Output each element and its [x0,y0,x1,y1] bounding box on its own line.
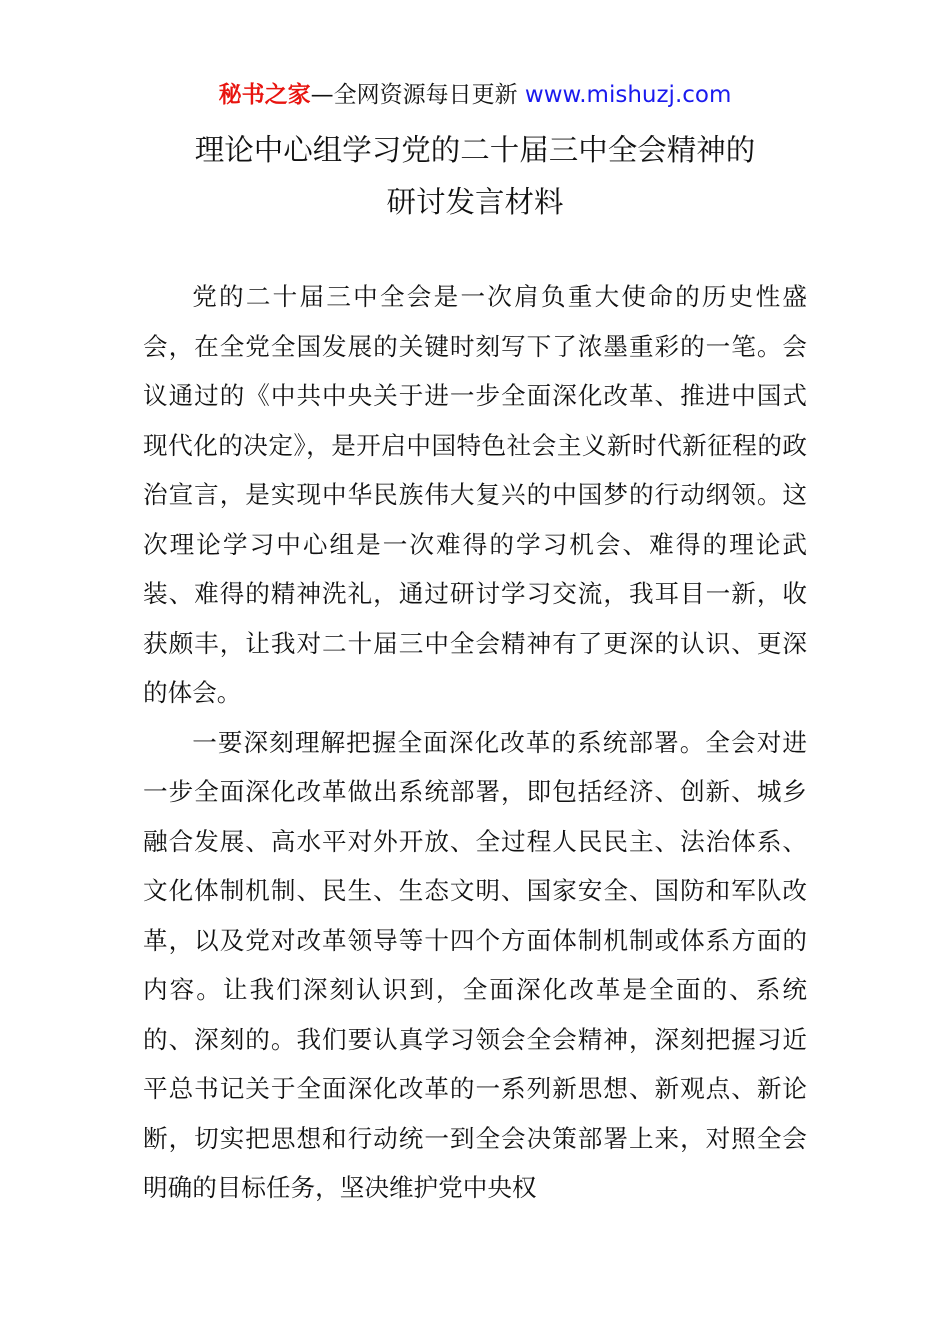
site-url-link[interactable]: www.mishuzj.com [524,82,732,108]
document-body [143,272,807,1213]
document-title [0,124,950,228]
site-header [0,78,950,112]
paragraph-point-one: 一要深刻理解把握全面深化改革的系统部署。全会对进一步全面深化改革做出系统部署，即包括经济、创新、城乡融合发展、高水平对外开放、全过程人民民主、法治体系、文化体制机制、民生、生态文明、国家安全、国防和军队改革，以及党对改革领导等十四个方面体制机制或体系方面的内容。让我们深刻认识到，全面深化改革是全面的、系统的、深刻的。我们要认真学习领会全会精神，深刻把握习近平总书记关于全面深化改革的一系列新思想、新观点、新论断，切实把思想和行动统一到全会决策部署上来，对照全会明确的目标任务，坚决维护党中央权 [143,727,807,1202]
site-brand: 秘书之家 [218,82,311,108]
paragraph-intro: 党的二十届三中全会是一次肩负重大使命的历史性盛会，在全党全国发展的关键时刻写下了浓墨重彩的一笔。会议通过的《中共中央关于进一步全面深化改革、推进中国式现代化的决定》，是开启中国特色社会主义新时代新征程的政治宣言，是实现中华民族伟大复兴的中国梦的行动纲领。这次理论学习中心组是一次难得的学习机会、难得的理论武装、难得的精神洗礼，通过研讨学习交流，我耳目一新，收获颇丰，让我对二十届三中全会精神有了更深的认识、更深的体会。 [143,282,807,707]
site-slogan: —全网资源每日更新 [310,82,525,108]
title-line-1: 理论中心组学习党的二十届三中全会精神的 [194,133,756,167]
title-line-2: 研讨发言材料 [386,185,564,219]
